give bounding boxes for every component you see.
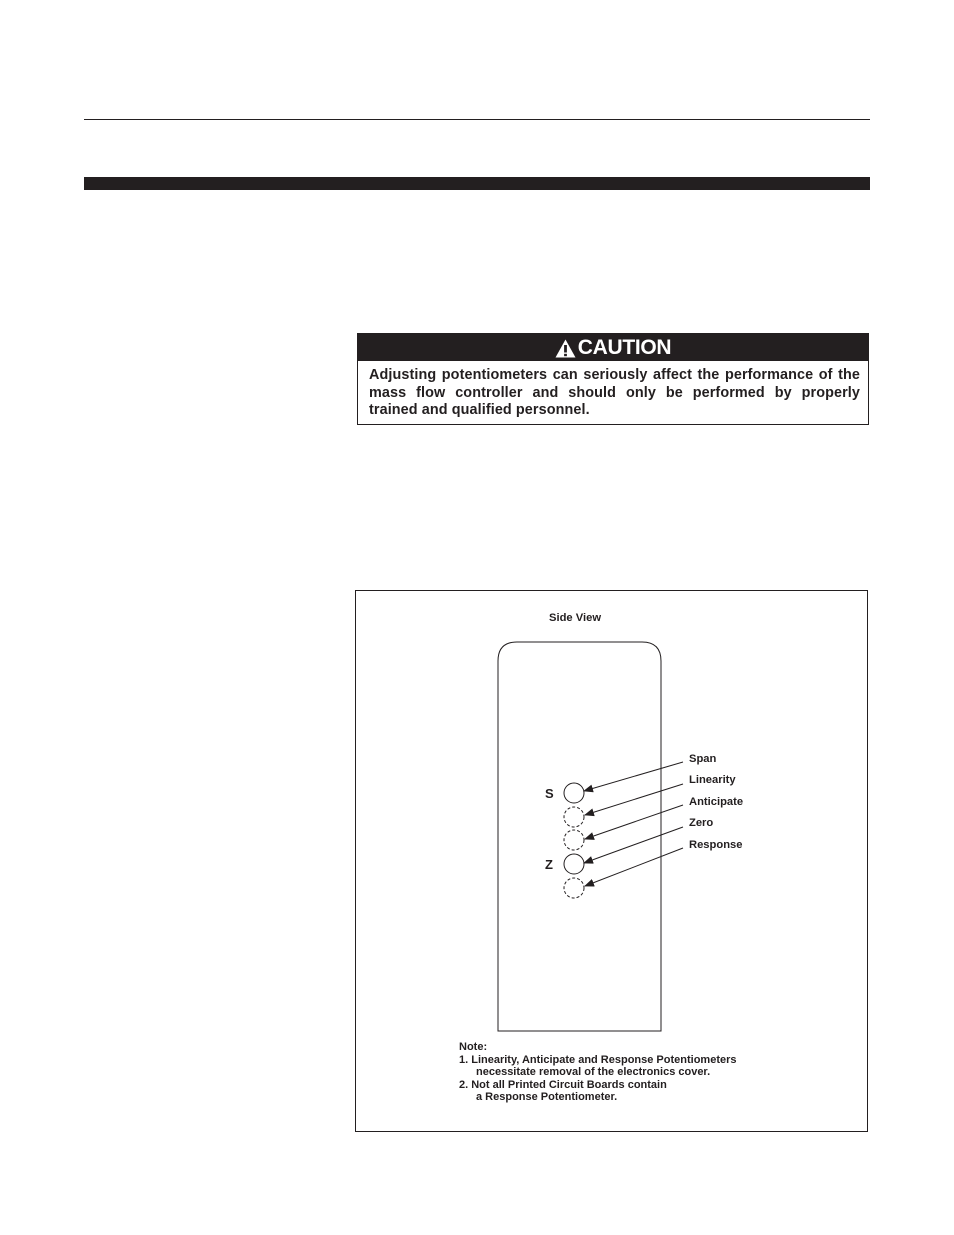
linearity-pot-circle — [564, 807, 584, 827]
anticipate-label: Anticipate — [689, 796, 744, 808]
caution-header — [358, 334, 868, 361]
span-pot-circle — [564, 783, 584, 803]
side-view-label: Side View — [549, 612, 602, 624]
section-bar — [84, 177, 870, 190]
header-rule — [84, 119, 870, 120]
zero-letter: Z — [545, 857, 553, 872]
caution-box — [357, 333, 869, 425]
span-leader — [584, 762, 683, 791]
note-item-2: 2. Not all Printed Circuit Boards contain — [459, 1078, 667, 1091]
span-label: Span — [689, 753, 717, 765]
potentiometer-figure — [355, 590, 868, 1132]
response-label: Response — [689, 839, 743, 851]
caution-text: Adjusting potentiometers can seriously affect the performance of the mass flow controller and should only be performed by properly trained and qualified personnel. — [369, 367, 860, 418]
anticipate-pot-circle — [564, 830, 584, 850]
warning-icon — [555, 339, 576, 358]
note-item-2-cont: a Response Potentiometer. — [476, 1091, 618, 1103]
linearity-label: Linearity — [689, 774, 736, 786]
note-item-1-cont: necessitate removal of the electronics cover. — [476, 1066, 711, 1078]
note-item-1: 1. Linearity, Anticipate and Response Potentiometers — [459, 1053, 737, 1066]
figure-note — [459, 1041, 737, 1104]
zero-label: Zero — [689, 817, 714, 829]
note-heading: Note: — [459, 1041, 488, 1053]
response-leader — [585, 848, 683, 886]
zero-pot-circle — [564, 854, 584, 874]
device-outline — [498, 642, 661, 1031]
response-pot-circle — [564, 878, 584, 898]
caution-title: CAUTION — [577, 335, 672, 359]
zero-leader — [584, 827, 683, 863]
span-letter: S — [545, 786, 554, 801]
